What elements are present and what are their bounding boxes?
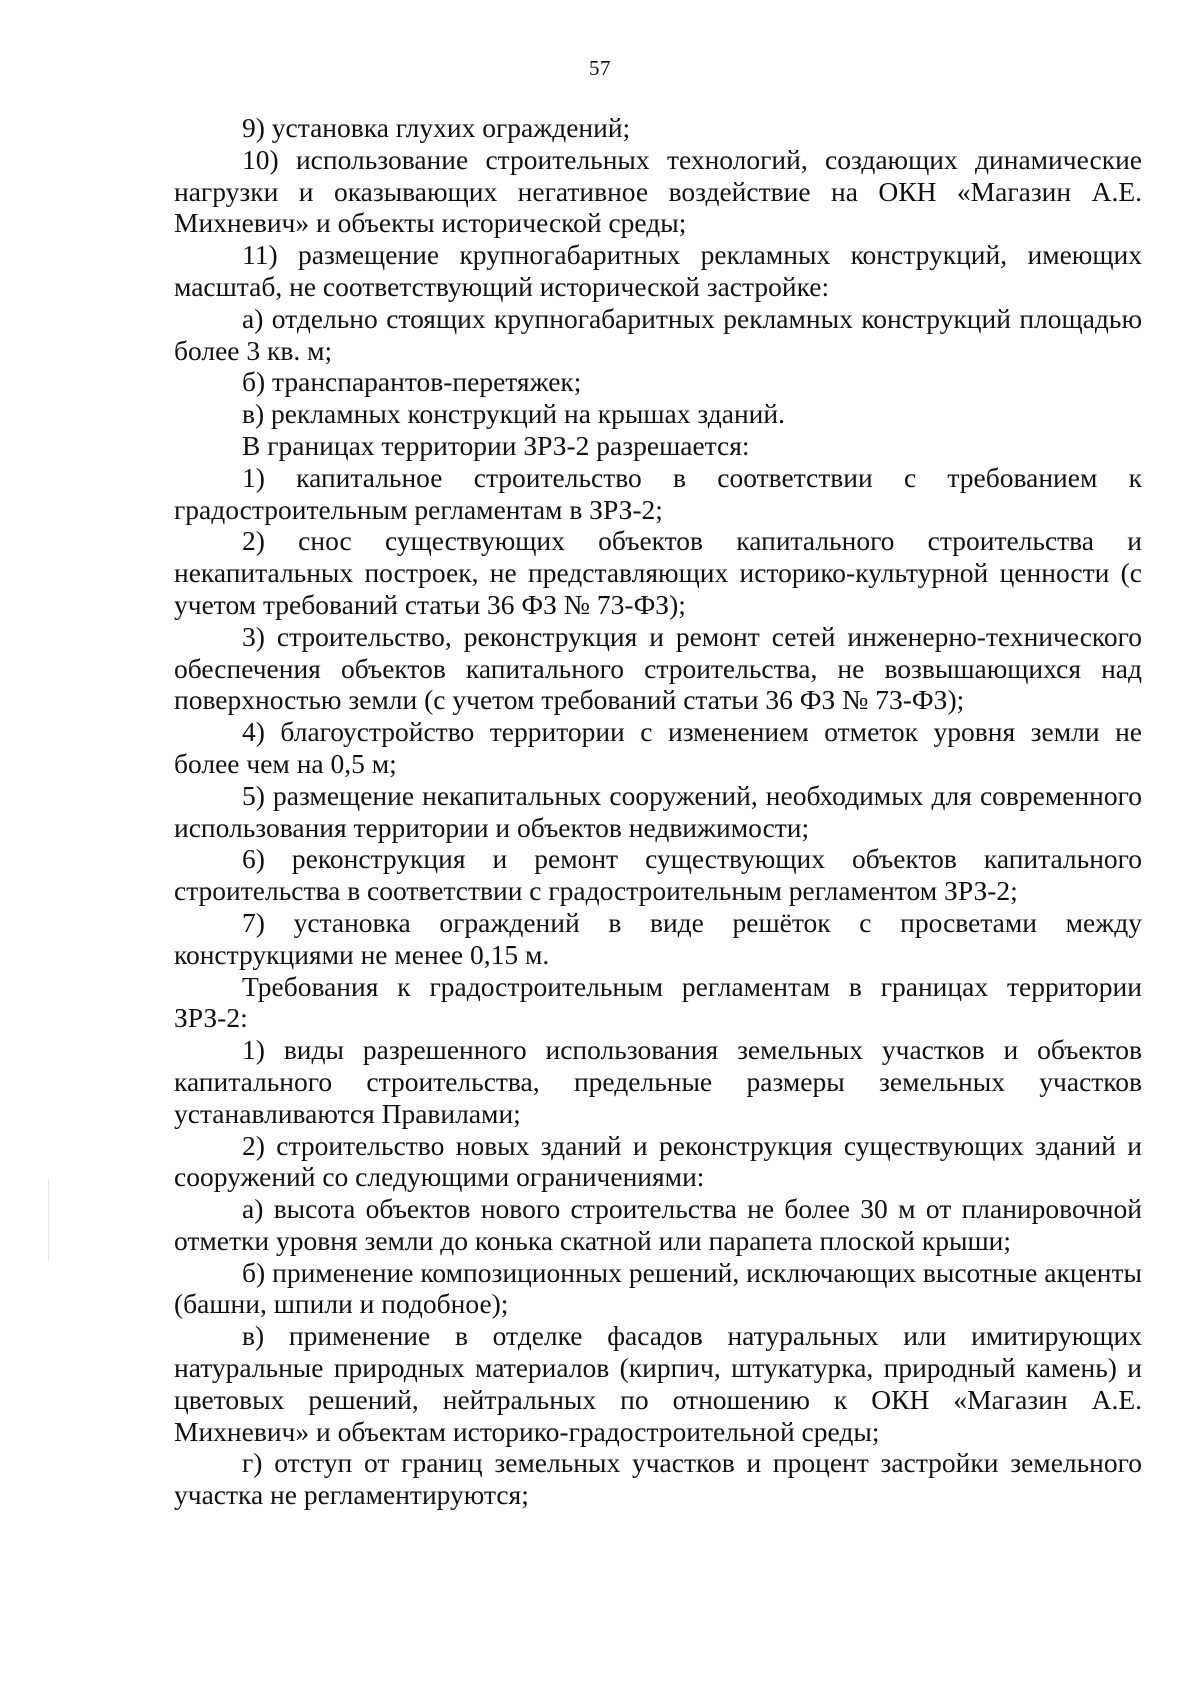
paragraph: а) высота объектов нового строительства не более 30 м от планировочной отметки уровня земли до конька скатной или парапета плоской крыши; bbox=[174, 1193, 1142, 1256]
paragraph: 2) строительство новых зданий и реконструкция существующих зданий и сооружений со следующими ограничениями: bbox=[174, 1129, 1142, 1193]
paragraph: б) применение композиционных решений, исключающих высотные акценты (башни, шпили и подобное); bbox=[174, 1256, 1142, 1320]
paragraph: 2) снос существующих объектов капитального строительства и некапитальных построек, не представляющих историко-культурной ценности (с учетом требований статьи 36 ФЗ № 73-ФЗ); bbox=[174, 525, 1142, 620]
paragraph: б) транспарантов-перетяжек; bbox=[242, 366, 582, 398]
paragraph: 4) благоустройство территории с изменением отметок уровня земли не более чем на 0,5 м; bbox=[174, 716, 1142, 779]
paragraph: 9) установка глухих ограждений; bbox=[242, 112, 631, 143]
paragraph: 6) реконструкция и ремонт существующих объектов капитального строительства в соответствии с градостроительным регламентом ЗРЗ-2; bbox=[174, 843, 1142, 907]
paragraph: г) отступ от границ земельных участков и процент застройки земельного участка не регламентируются; bbox=[174, 1447, 1142, 1511]
paragraph: 3) строительство, реконструкция и ремонт сетей инженерно-технического обеспечения объектов капитального строительства, не возвышающихся над поверхностью земли (с учетом требований статьи 36 ФЗ № 73-ФЗ); bbox=[174, 620, 1142, 716]
paragraph: а) отдельно стоящих крупногабаритных рекламных конструкций площадью более 3 кв. м; bbox=[174, 302, 1142, 366]
paragraph: в) применение в отделке фасадов натуральных или имитирующих натуральные природных материалов (кирпич, штукатурка, природный камень) и цветовых решений, нейтральных по отношению к ОКН «Магазин А.Е. Михневич» и объектам историко-градостроительной среды; bbox=[174, 1320, 1142, 1447]
paragraph: 11) размещение крупногабаритных рекламных конструкций, имеющих масштаб, не соответствующий исторической застройке: bbox=[174, 239, 1142, 302]
scan-edge-mark bbox=[48, 1180, 49, 1260]
paragraph: 10) использование строительных технологий, создающих динамические нагрузки и оказывающих негативное воздействие на ОКН «Магазин А.Е. Михневич» и объекты исторической среды; bbox=[174, 143, 1142, 239]
paragraph: в) рекламных конструкций на крышах зданий. bbox=[242, 398, 785, 430]
page-number: 57 bbox=[589, 56, 611, 80]
paragraph: Требования к градостроительным регламентам в границах территории ЗРЗ-2: bbox=[174, 970, 1142, 1034]
paragraph: 1) капитальное строительство в соответствии с требованием к градостроительным регламентам в ЗРЗ-2; bbox=[174, 461, 1142, 525]
paragraph: 1) виды разрешенного использования земельных участков и объектов капитального строительства, предельные размеры земельных участков устанавливаются Правилами; bbox=[174, 1034, 1142, 1129]
paragraph: 7) установка ограждений в виде решёток с просветами между конструкциями не менее 0,15 м. bbox=[174, 906, 1142, 970]
paragraph: В границах территории ЗРЗ-2 разрешается: bbox=[242, 429, 750, 461]
document-body bbox=[174, 112, 1142, 1511]
paragraph: 5) размещение некапитальных сооружений, необходимых для современного использования территории и объектов недвижимости; bbox=[174, 779, 1142, 843]
